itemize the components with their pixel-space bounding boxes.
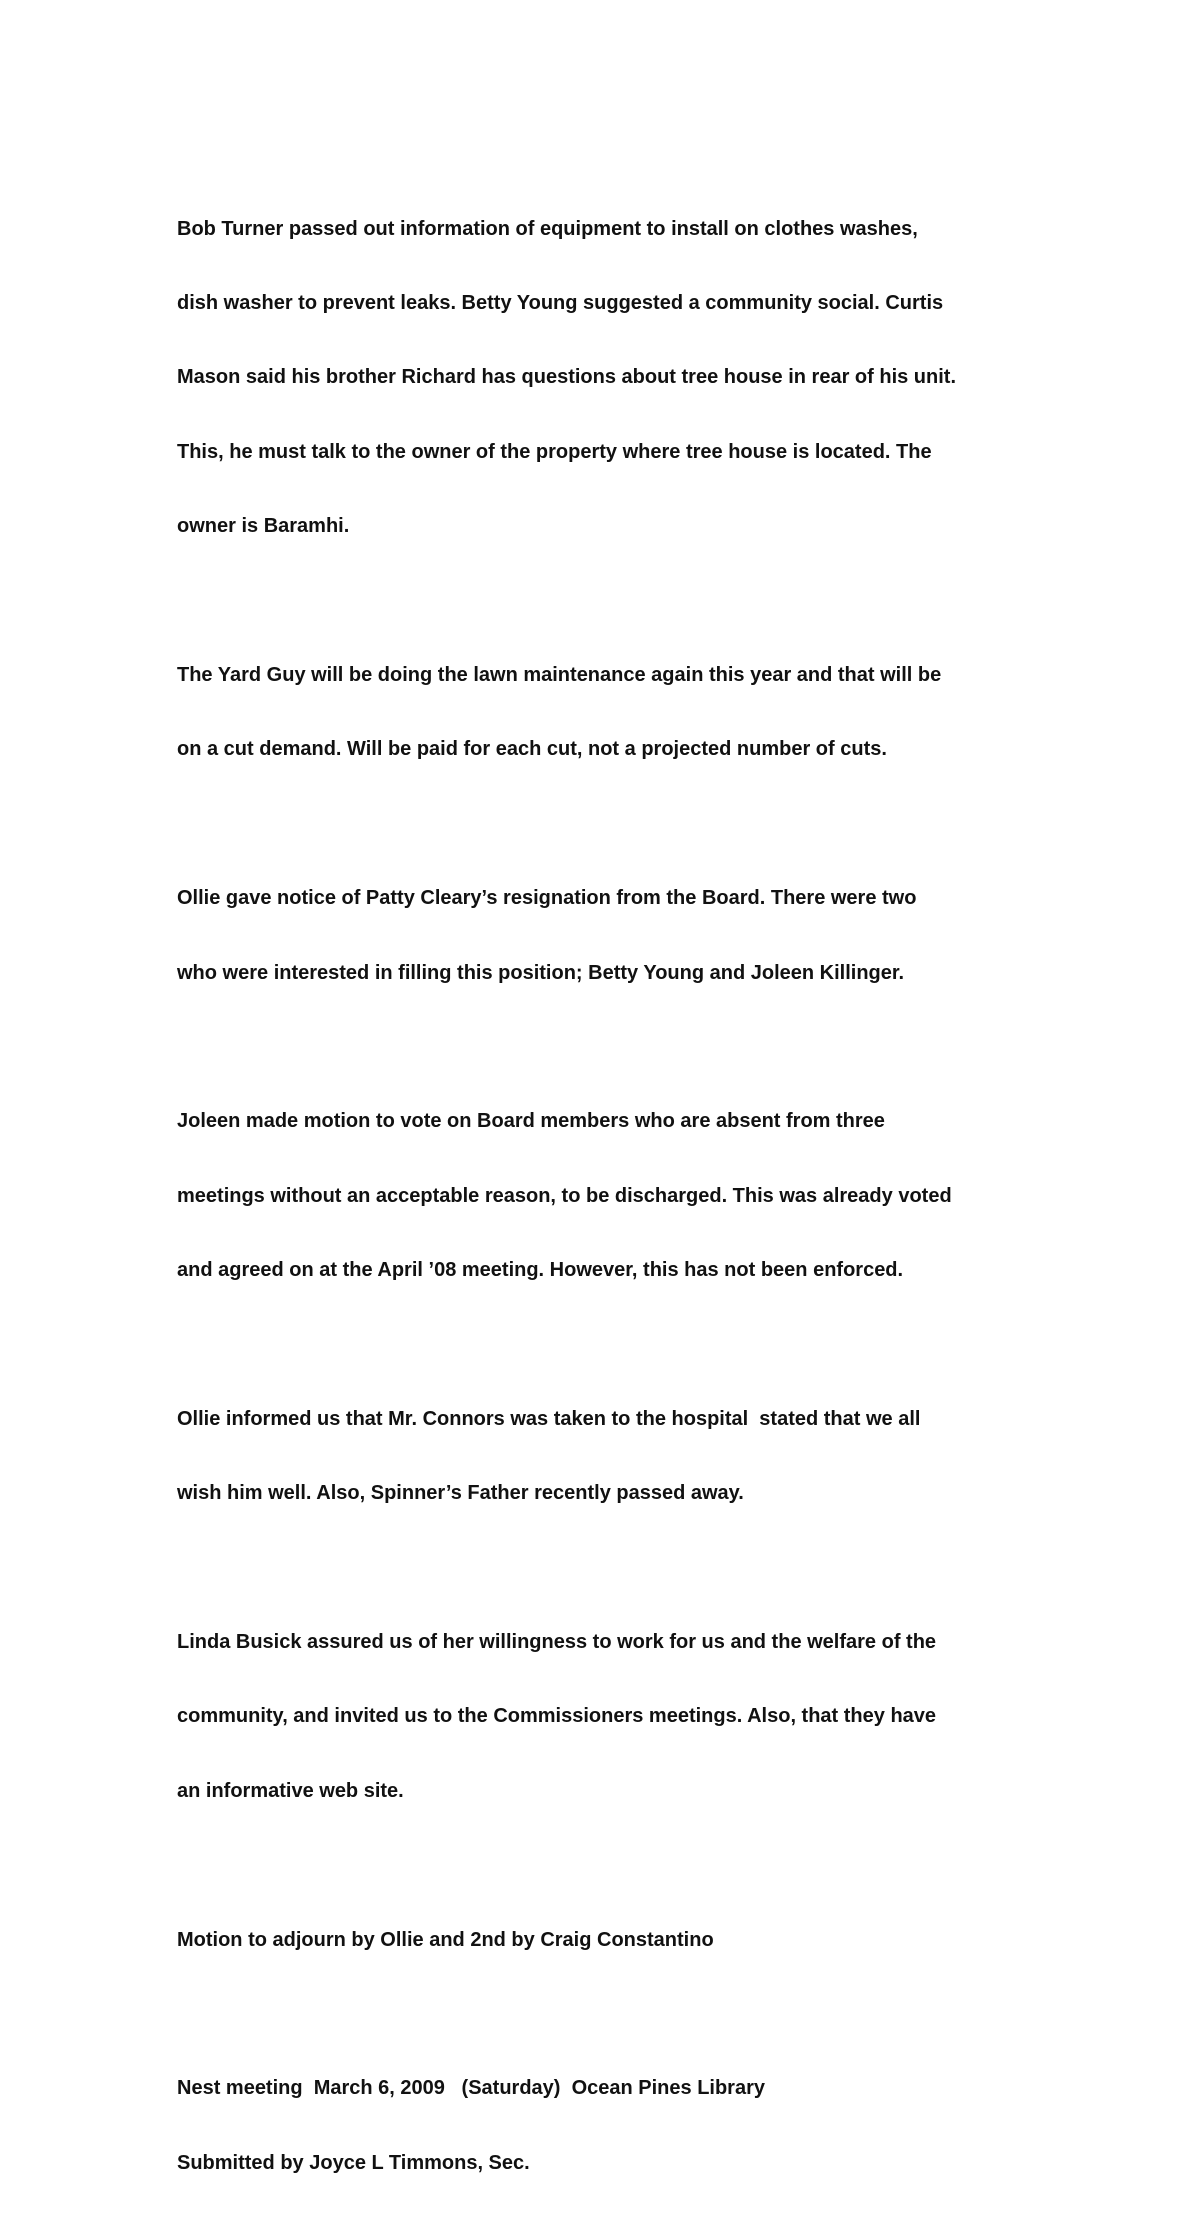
text-line: community, and invited us to the Commissioners meetings. Also, that they have [177, 1705, 937, 1728]
text-line: The Yard Guy will be doing the lawn maintenance again this year and that will be [177, 663, 942, 686]
text-line: on a cut demand. Will be paid for each cut, not a projected number of cuts. [177, 738, 887, 761]
text-line: Mason said his brother Richard has questions about tree house in rear of his unit. [177, 366, 957, 389]
text-line: Ollie informed us that Mr. Connors was taken to the hospital stated that we all [177, 1407, 921, 1430]
text-line: an informative web site. [177, 1779, 404, 1802]
text-line: owner is Baramhi. [177, 515, 350, 538]
paragraph-adjourn [177, 1878, 1037, 2002]
text-line: Linda Busick assured us of her willingness to work for us and the welfare of the [177, 1631, 937, 1654]
paragraph-bob-turner [177, 167, 1037, 589]
paragraph-linda-busick [177, 1580, 1037, 1853]
paragraph-next-meeting [177, 2027, 1037, 2225]
text-line: Submitted by Joyce L Timmons, Sec. [177, 2151, 530, 2174]
text-line: who were interested in filling this position; Betty Young and Joleen Killinger. [177, 961, 905, 984]
text-line: wish him well. Also, Spinner’s Father recently passed away. [177, 1482, 744, 1505]
text-line: meetings without an acceptable reason, to be discharged. This was already voted [177, 1184, 952, 1207]
text-line: dish washer to prevent leaks. Betty Young suggested a community social. Curtis [177, 291, 944, 314]
text-line: This, he must talk to the owner of the property where tree house is located. The [177, 440, 932, 463]
document-body [177, 167, 1037, 2225]
text-line: Nest meeting March 6, 2009 (Saturday) Ocean Pines Library [177, 2077, 765, 2100]
paragraph-yard-guy [177, 613, 1037, 811]
text-line: Ollie gave notice of Patty Cleary’s resignation from the Board. There were two [177, 887, 917, 910]
text-line: Motion to adjourn by Ollie and 2nd by Craig Constantino [177, 1928, 714, 1951]
paragraph-announcements [177, 1357, 1037, 1555]
text-line: and agreed on at the April ’08 meeting. However, this has not been enforced. [177, 1259, 904, 1282]
text-line: Bob Turner passed out information of equipment to install on clothes washes, [177, 217, 918, 240]
paragraph-attendance-motion [177, 1060, 1037, 1333]
text-line: Joleen made motion to vote on Board members who are absent from three [177, 1110, 885, 1133]
paragraph-resignation [177, 837, 1037, 1035]
